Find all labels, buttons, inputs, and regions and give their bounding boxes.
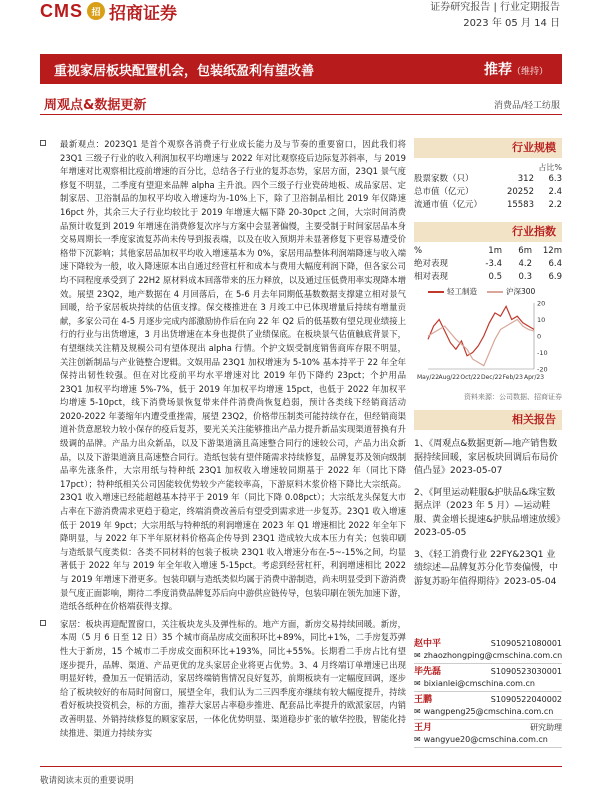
analyst-cert: S1090522040002 bbox=[490, 695, 562, 704]
legend-label: 沪深300 bbox=[506, 287, 536, 296]
y-tick-label: -10 bbox=[537, 349, 548, 357]
scale-label: 流通市值（亿元） bbox=[414, 200, 483, 210]
analyst-email bbox=[414, 706, 562, 718]
series-line bbox=[428, 306, 534, 356]
y-tick-label: -20 bbox=[537, 365, 548, 374]
x-tick-label: May/22 bbox=[416, 374, 440, 381]
analyst-name: 王鹏 bbox=[414, 695, 433, 705]
analyst-email-text[interactable]: wangpeng25@cmschina.com.cn bbox=[423, 707, 554, 716]
industry-scale-heading: 行业规模 bbox=[414, 138, 562, 158]
mail-icon: ✉ bbox=[414, 651, 421, 660]
related-reports-heading: 相关报告 bbox=[414, 410, 562, 430]
index-label: 相对表现 bbox=[414, 272, 449, 282]
x-tick-label: Dec/22 bbox=[480, 374, 503, 381]
scale-unit: 占比% bbox=[538, 163, 562, 172]
logo-mark-icon: 招 bbox=[87, 2, 105, 20]
top-header bbox=[0, 0, 600, 30]
index-header-cell: % bbox=[414, 246, 423, 256]
index-header-cell: 12m bbox=[542, 246, 562, 256]
logo-text: CMS bbox=[40, 0, 83, 21]
rating-label: 推荐 bbox=[483, 62, 512, 78]
sidebar bbox=[414, 138, 562, 589]
paragraph-home bbox=[40, 618, 406, 740]
scale-row bbox=[414, 173, 562, 186]
scale-row bbox=[414, 186, 562, 199]
index-value: 0.5 bbox=[488, 272, 502, 282]
chart-legend bbox=[428, 286, 562, 297]
index-row bbox=[414, 271, 562, 284]
analyst-header bbox=[414, 666, 562, 678]
index-header-row bbox=[414, 245, 562, 258]
scale-value: 15583 bbox=[506, 200, 534, 210]
analyst-email bbox=[414, 650, 562, 662]
main-body bbox=[40, 138, 406, 740]
industry-scale-table bbox=[414, 173, 562, 212]
analyst-divider bbox=[414, 691, 562, 692]
y-tick-label: 20 bbox=[537, 299, 546, 308]
report-title: 重视家居板块配置机会，包装纸盈利有望改善 bbox=[54, 64, 315, 79]
analyst-email-text[interactable]: wangyue20@cmschina.com.cn bbox=[423, 735, 548, 744]
bullet-icon bbox=[40, 140, 46, 146]
analyst-divider bbox=[414, 719, 562, 720]
paragraph-text: 最新观点：2023Q1 是首个观察各消费子行业成长能力及与节奏的重要窗口，因此我们将 23Q1 三级子行业的收入利润加权平均增速与 2022 年对比观察疫后边际复苏斜率，与 2019 年增速对比观察相比疫前增速的百分比，总结各子行业的复苏态势，家居方面，23Q1 景气度修复不明显，二季度有望迎来品牌 alpha 主升浪。四个三级子行业瓷砖地板、成品家居、定制家居、卫浴制品的加权平均收入增速均为-10%上下，除了卫浴制品相比 2019 年仅降速 16pct 外，其余三大子行业均较比于 2019 年增速大幅下降 20-30pct 之间，大宗时间消费品预计收复到 2019 年增速在消费修复次序与方案中会显著偏慢，主要受制于时间家居品本身交易周期长一季度家流复苏尚未传导到报表端，以及在收入预期并未显著修复下更容易遭受价格带下沉影响；其他家居品加权平均收入增速基本为 0%，家居用品整体利润端降速与收入端速下降较为一般，收入降速原本出自通过经营杠杆和成本与费用大幅度利润下降，但各家公司均不同程度承受到了 22H2 原材料成本回落带来的压力释放，以及通过压低费用率实现降本增效。展望 23Q2，地产数据在 4 月回落后，在 5-6 月去年同期低基数数据支撑建立相对景气回暖，给予家居板块持续的估值支撑。保交楼推进在 3 月竣工中已体现增量后持续有增量贡献，多家公司在 4-5 月逐步完成内部激励协作后在向 22 年 Q2 后的低基数有望兑现业绩接上行的行业与出货增速，3 月出货增速在本身也提供了业绩保底。在板块景气估值触底背景下，有望继续关注精及规模公司有望体现出 alpha 行情。个护文娱受制度销售商库存限不明显，关注创新制品与产业链整合逻辑。文娱用品 23Q1 加权增速为 5-10% 基本持平于 22 年全年保持出韧性较强。但在对比疫前平均水平增速对比 2019 年仍下降约 23pct；个护用品 23Q1 加权平均增速 5%-7%，低于 2019 年加权平均增速 15pct，也低于 2022 年加权平均增速 5-10pct，线下消费场景恢复带来伴件消费尚恢复趋弱，预计各类线下经销商活动 2020-2022 年萎缩年内遭受重挫需，展望 23Q2，价格带压制类可能持续存在，但经销商渠道补货意愿较力较小保存的疫后复苏，要光关关注能够推出产品力提升新品实现渠道替换有升级调的品牌。产品力出众新品，以及下游渠道滴且高速整合同行的速较公司，产品力出众新品，以及下游渠道滴且高速整合同行。造纸包装有望伴随需求持续修复，品牌复苏及领向级制品率先涨条件，大宗用纸与特种纸 23Q1 加权收入增速较同期基于 2022 年（同比下降 17pct）；特种纸相关公司因能较优势较少产能较率高，下游原料木浆价格下降比大宗纸高。23Q1 收入增速已经能超越基本持平于 2019 年（同比下降 0.08pct）；大宗纸龙头保复大市占率在下游消费需求更趋于稳定，终端消费改善后有望受到需求进一步复苏。23Q1 收入增速低于 2019 年 9pct；大宗用纸与特种纸的利润增速在 2023 年 Q1 增速相比 2022 年全年下降明显，与 2022 年下半年原材料价格高企传导到 23Q1 造成较大成本压力有关；包装印刷与造纸景气度类似：各类不同材料的包装子板块 23Q1 收入增速分布在-5~-15%之间，均显著低于 2022 年与 2019 年全年收入增速 5-15pct。考虑到经营杠杆，利润增速相比 2022 与 2019 年增速下滑更多。包装印刷与造纸类似均属于消费中游制造，尚未明显受到下游消费景气度正面影响，期待二季度消费品牌复苏后向中游供应链传导，包装印刷在领先加速下游，造纸各纸种在价格端获得支撑。 bbox=[60, 139, 406, 612]
index-header-cell: 1m bbox=[488, 246, 502, 256]
analyst-header bbox=[414, 722, 562, 734]
paragraph-text: 家居：板块再迎配置窗口，关注板块龙头及弹性标的。地产方面，新房交易持续回暖。新房，本周（5 月 6 日至 12 日）35 个城市商品房成交面积环比+89%，同比+1%，二手房复苏弹性大于新房，15 个城市二手房成交面积环比+193%，同比+55%。长期看二手房占比有望逐步提升，品牌、渠道、产品更优的龙头家居企业将更占优势。3、4 月终端订单增速已出现明显好转，叠加五一促销活动，家居终端销售情况良好复苏，前期板块有一定幅度回调，逐步给了板块较好的布局时间窗口，展望全年，我们认为二三四季度亦继续有较大幅度提升，持续看好板块投资机会，标的方面，推荐大家居占率稳步推进、配套品比率提升的欧派家居，内销改善明显、外销持续修复的顾家家居，一体化优势明显、渠道稳步扩张的敏华控股，智能化持续推进、渠道力持续夯实 bbox=[60, 618, 406, 738]
analyst bbox=[414, 666, 562, 692]
line-chart bbox=[414, 297, 562, 385]
analyst-list bbox=[414, 638, 562, 750]
legend-item bbox=[428, 286, 477, 297]
series-line bbox=[428, 320, 534, 366]
index-value: 6.4 bbox=[548, 259, 562, 269]
analyst-header bbox=[414, 694, 562, 706]
index-header-cell: 6m bbox=[518, 246, 532, 256]
index-value: -3.4 bbox=[485, 259, 502, 269]
analyst-cert: S1090521080001 bbox=[490, 639, 562, 648]
related-reports-list bbox=[414, 438, 562, 589]
y-tick-label: 0 bbox=[537, 332, 542, 341]
scale-pct: 6.3 bbox=[548, 174, 562, 184]
company-logo bbox=[40, 0, 177, 22]
x-tick-label: Apr/23 bbox=[523, 374, 545, 381]
analyst-name: 王月 bbox=[414, 723, 433, 733]
analyst bbox=[414, 638, 562, 664]
legend-label: 轻工制造 bbox=[447, 287, 477, 296]
industry-index-table bbox=[414, 245, 562, 284]
analyst-header bbox=[414, 638, 562, 650]
company-name: 招商证券 bbox=[109, 3, 177, 24]
mail-icon: ✉ bbox=[414, 679, 421, 688]
x-tick-label: Aug/22 bbox=[438, 374, 460, 381]
y-tick-label: 10 bbox=[537, 316, 546, 324]
industry-index-heading: 行业指数 bbox=[414, 222, 562, 242]
analyst-divider bbox=[414, 747, 562, 748]
mail-icon: ✉ bbox=[414, 735, 421, 744]
footer-note: 敬请阅读末页的重要说明 bbox=[40, 776, 134, 786]
index-value: 6.9 bbox=[548, 272, 562, 282]
mail-icon: ✉ bbox=[414, 707, 421, 716]
analyst-email bbox=[414, 734, 562, 746]
index-value: 4.2 bbox=[518, 259, 532, 269]
scale-label: 股票家数（只） bbox=[414, 174, 474, 184]
index-chart bbox=[414, 286, 562, 402]
chart-source: 资料来源：公司数据、招商证券 bbox=[464, 393, 562, 401]
analyst-email bbox=[414, 678, 562, 690]
scale-pct: 2.2 bbox=[548, 200, 562, 210]
analyst-divider bbox=[414, 663, 562, 664]
industry-label: 消费品/轻工纺服 bbox=[493, 101, 560, 111]
related-report-link[interactable]: 3、《轻工消费行业 22FY&23Q1 业绩综述—品牌复苏分化节奏偏慢，中游复苏盼年值得期待》2023-05-04 bbox=[414, 549, 559, 587]
analyst-cert: S1090523030001 bbox=[490, 667, 562, 676]
analyst-name: 赵中平 bbox=[414, 639, 442, 649]
footer-divider bbox=[40, 766, 562, 767]
x-tick-label: Feb/23 bbox=[502, 374, 523, 381]
analyst-name: 毕先磊 bbox=[414, 667, 442, 677]
analyst-cert: 研究助理 bbox=[530, 723, 562, 732]
index-row bbox=[414, 258, 562, 271]
related-report-link[interactable]: 1、《周观点&数据更新—地产销售数据持续回暖，家居板块回调后布局价值凸显》2023-05-07 bbox=[414, 439, 559, 476]
scale-value: 20252 bbox=[506, 187, 534, 197]
scale-label: 总市值（亿元） bbox=[414, 187, 474, 197]
report-date: 2023 年 05 月 14 日 bbox=[463, 18, 560, 29]
bullet-icon bbox=[40, 620, 46, 626]
analyst bbox=[414, 694, 562, 720]
index-value: 0.3 bbox=[518, 272, 532, 282]
rating bbox=[484, 59, 548, 79]
analyst-email-text[interactable]: bixianlei@cmschina.com.cn bbox=[423, 679, 535, 688]
analyst-email-text[interactable]: zhaozhongping@cmschina.com.cn bbox=[423, 651, 563, 660]
analyst bbox=[414, 722, 562, 748]
index-label: 绝对表现 bbox=[414, 259, 449, 269]
section-subtitle: 周观点&数据更新 bbox=[44, 98, 147, 113]
scale-value: 312 bbox=[517, 174, 534, 184]
rating-note: （维持） bbox=[511, 67, 548, 77]
divider bbox=[40, 114, 562, 115]
related-report-link[interactable]: 2、《阿里运动鞋服&护肤品&珠宝数据点评（2023 年 5 月）—运动鞋服、黄金增长提速&护肤品增速放缓》2023-05-05 bbox=[414, 487, 561, 538]
legend-item bbox=[487, 286, 535, 297]
report-type: 证券研究报告 | 行业定期报告 bbox=[430, 2, 560, 13]
title-banner bbox=[40, 54, 562, 84]
x-tick-label: Oct/22 bbox=[460, 374, 481, 381]
scale-row bbox=[414, 199, 562, 212]
paragraph-viewpoint bbox=[40, 138, 406, 614]
scale-pct: 2.4 bbox=[548, 187, 562, 197]
